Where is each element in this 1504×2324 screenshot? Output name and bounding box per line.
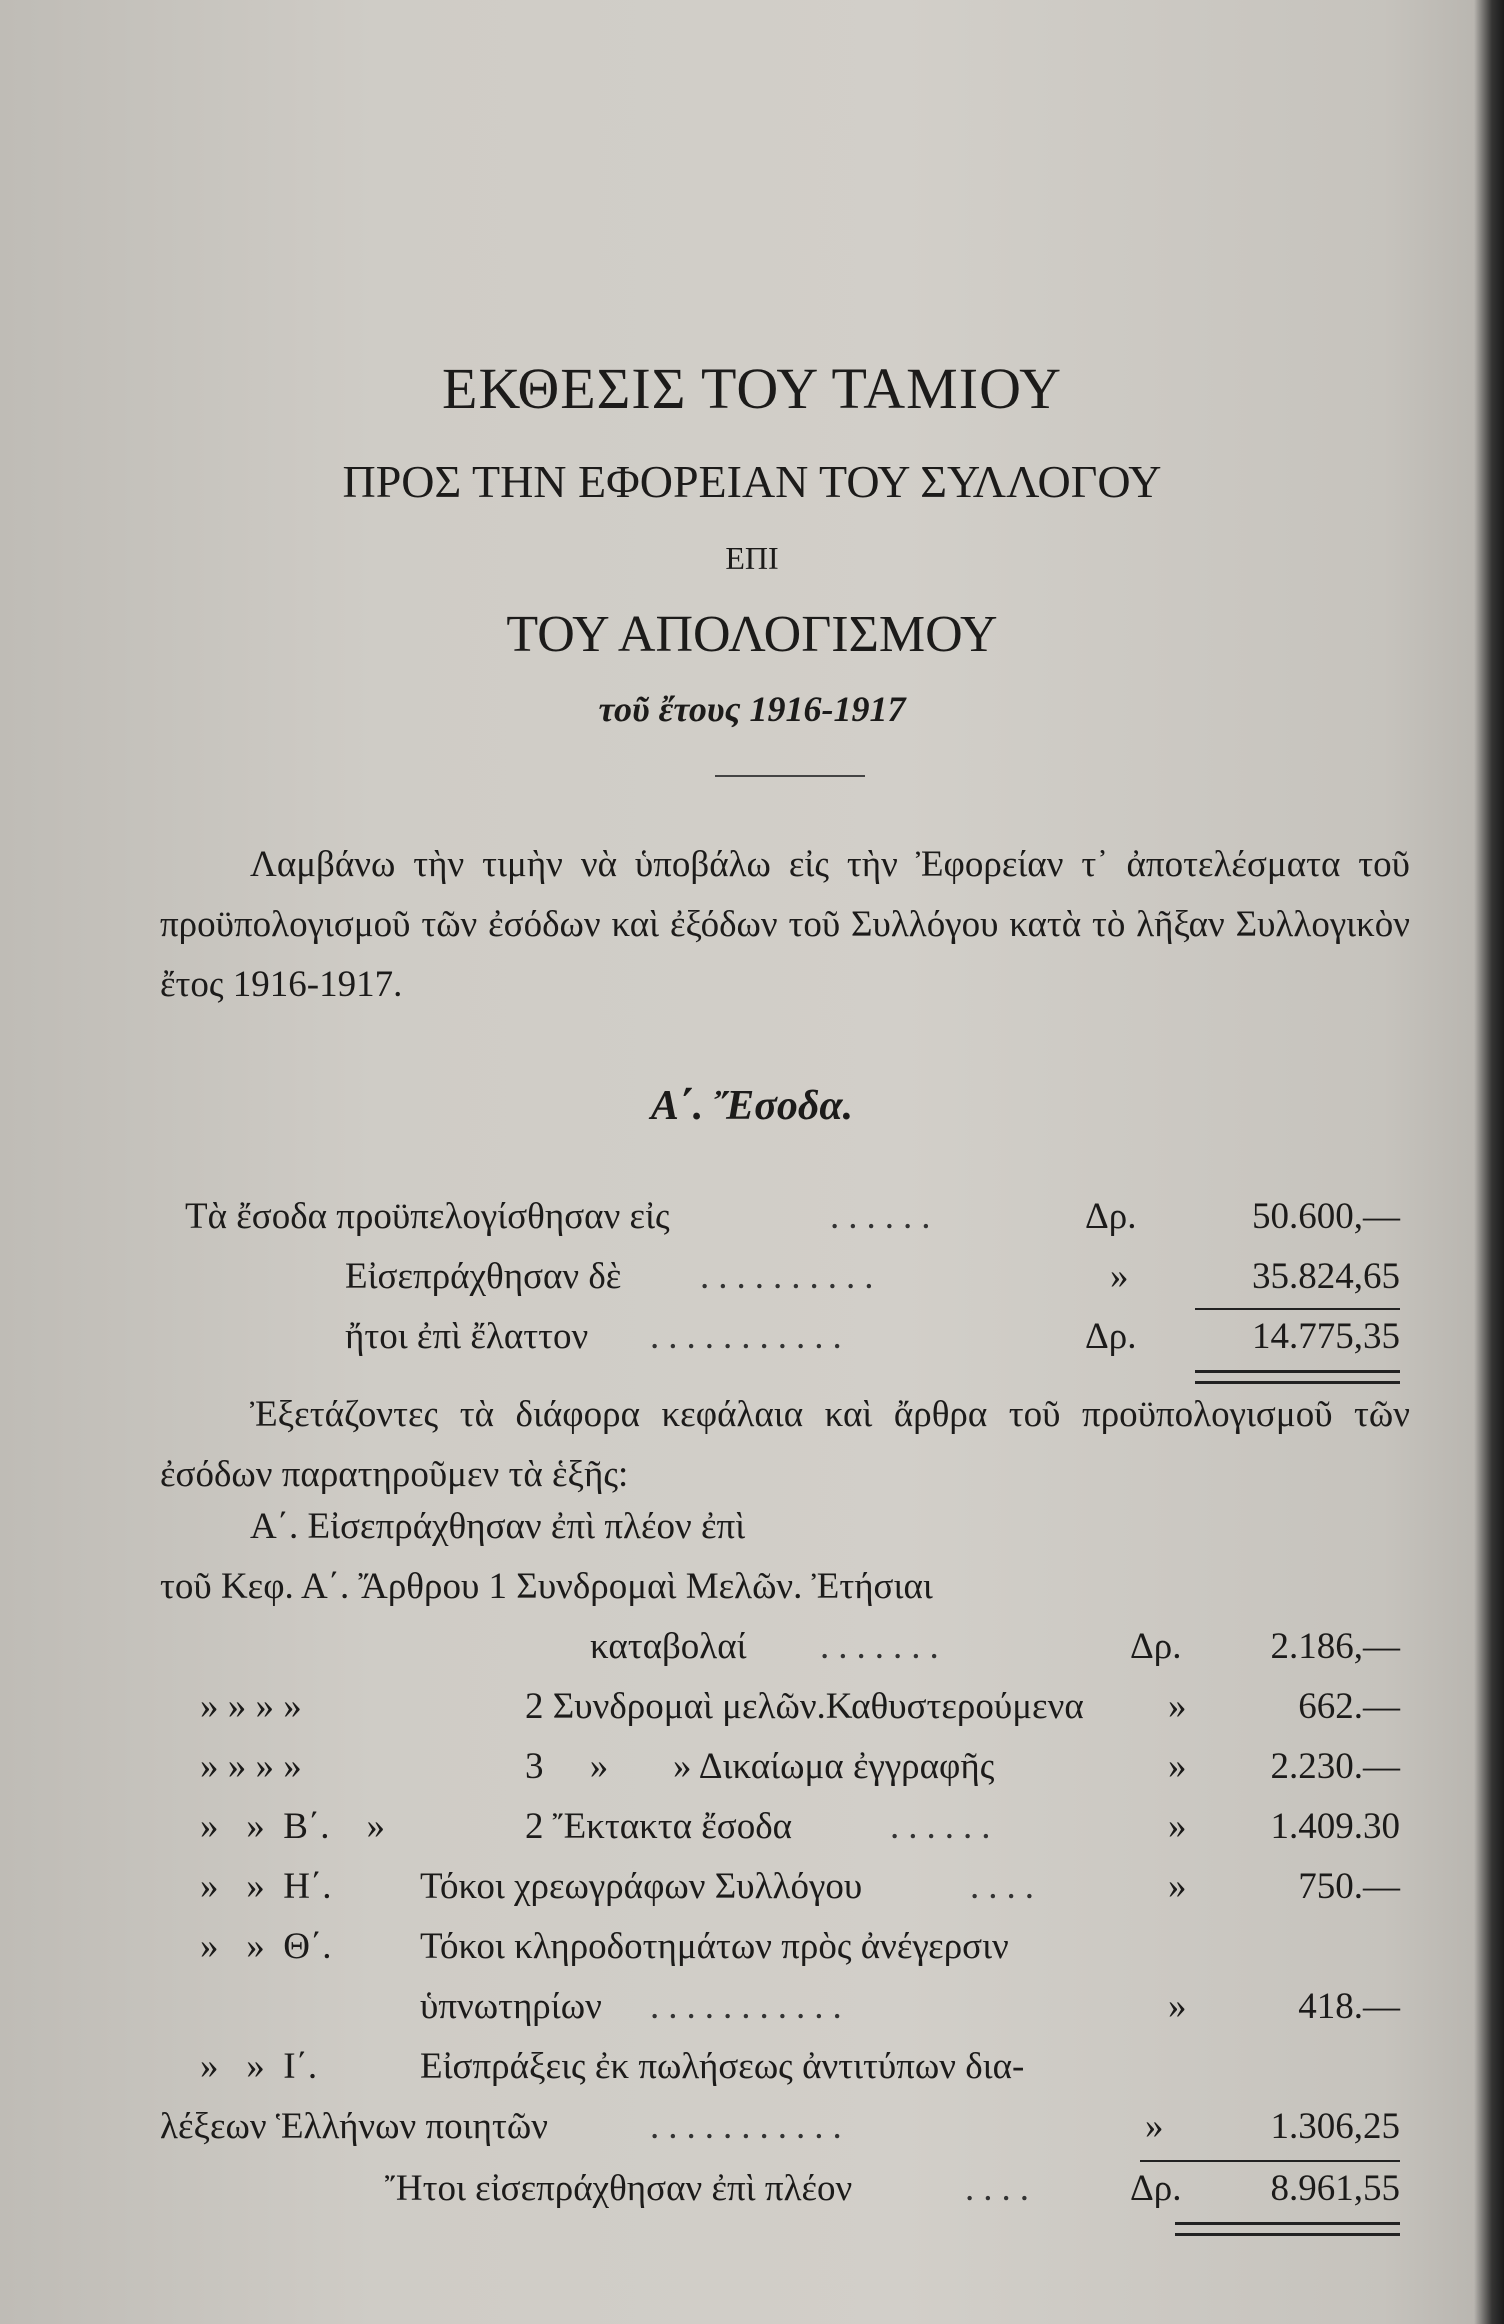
item-currency: » [1168,1986,1187,2027]
item-amount: 662.— [1298,1686,1400,1727]
ditto-marks: » » » » [200,1746,302,1787]
summary-row [0,1255,1504,1315]
item-currency: Δρ. [1130,1626,1182,1667]
item-row [0,1685,1504,1745]
total-label: Ἤτοι εἰσεπράχθησαν ἐπὶ πλέον [385,2168,853,2209]
item-text: ὑπνωτηρίων [420,1986,602,2027]
ditto-marks: » » Η΄. [200,1866,332,1907]
section-heading: Α΄. Ἔσοδα. [650,1083,854,1129]
leader-dots: ...... [830,1196,940,1237]
kef-line [160,1565,1400,1625]
item-amount: 750.— [1298,1866,1400,1907]
summary-currency: » [1110,1256,1129,1297]
item-amount: 2.186,— [1270,1626,1400,1667]
report-year: τοῦ ἔτους 1916-1917 [598,689,906,729]
summary-currency: Δρ. [1085,1316,1137,1357]
total-row [0,2167,1504,2227]
item-text: λέξεων Ἑλλήνων ποιητῶν [160,2106,548,2147]
item-amount: 1.409.30 [1270,1806,1400,1847]
intro-text: Λαμβάνω τὴν τιμὴν νὰ ὑποβάλω εἰς τὴν Ἐφορείαν τ᾽ ἀποτελέσματα τοῦ προϋπολογισμοῦ τῶν ἐσόδων καὶ ἐξόδων τοῦ Συλλόγου κατὰ τὸ λῆξαν Συλλογικὸν ἔτος 1916-1917. [160,844,1410,1005]
item-text: 3 » » Δικαίωμα ἐγγραφῆς [525,1746,995,1787]
item-amount: 418.— [1298,1986,1400,2027]
item-currency: » [1168,1806,1187,1847]
ditto-marks: » » » » [200,1686,302,1727]
summary-row [0,1195,1504,1255]
item-text: 2 Συνδρομαὶ μελῶν.Καθυστερούμενα [525,1686,1084,1727]
summary-amount: 35.824,65 [1252,1256,1400,1297]
item-currency: » [1145,2106,1164,2147]
item-row [0,1805,1504,1865]
total-currency: Δρ. [1130,2168,1182,2209]
item-row [0,1745,1504,1805]
more-intro-line [250,1505,1350,1565]
summary-amount: 50.600,— [1252,1196,1400,1237]
examination-paragraph [160,1385,1410,1505]
summary-row [0,1315,1504,1375]
report-title: ΕΚΘΕΣΙΣ ΤΟΥ ΤΑΜΙΟΥ [442,356,1062,421]
report-epi: ΕΠΙ [725,540,779,576]
more-intro-text: Α΄. Εἰσεπράχθησαν ἐπὶ πλέον ἐπὶ [250,1506,746,1547]
leader-dots: ........... [650,2106,851,2147]
item-text: καταβολαί [590,1626,747,1667]
leader-dots: ...... [890,1806,1000,1847]
ditto-marks: » » Θ΄. [200,1926,332,1967]
examination-text: Ἐξετάζοντες τὰ διάφορα κεφάλαια καὶ ἄρθρα τοῦ προϋπολογισμοῦ τῶν ἐσόδων παρατηροῦμεν τὰ ἑξῆς: [160,1394,1410,1495]
leader-dots: ........... [650,1986,851,2027]
summary-label: ἤτοι ἐπὶ ἔλαττον [345,1316,589,1357]
item-amount: 2.230.— [1270,1746,1400,1787]
item-row [0,2105,1504,2165]
summary-amount: 14.775,35 [1252,1316,1400,1357]
item-text: Εἰσπράξεις ἐκ πωλήσεως ἀντιτύπων δια- [420,2046,1025,2087]
item-row [0,2045,1504,2105]
leader-dots: .... [970,1866,1043,1907]
intro-paragraph [160,835,1410,1015]
item-currency: » [1168,1746,1187,1787]
item-text: Τόκοι κληροδοτημάτων πρὸς ἀνέγερσιν [420,1926,1009,1967]
item-text: 2 Ἔκτακτα ἔσοδα [525,1806,793,1847]
summary-label: Τὰ ἔσοδα προϋπελογίσθησαν εἰς [185,1196,670,1237]
item-amount: 1.306,25 [1270,2106,1400,2147]
item-currency: » [1168,1686,1187,1727]
leader-dots: .......... [700,1256,883,1297]
total-amount: 8.961,55 [1270,2168,1400,2209]
item-row [0,1865,1504,1925]
report-apologismos: ΤΟΥ ΑΠΟΛΟΓΙΣΜΟΥ [506,606,998,663]
item-row [0,1985,1504,2045]
summary-label: Εἰσεπράχθησαν δὲ [345,1256,622,1297]
item-row [0,1625,1504,1685]
item-text: Τόκοι χρεωγράφων Συλλόγου [420,1866,863,1907]
leader-dots: .... [965,2168,1038,2209]
title-divider [715,775,865,777]
item-row [0,1925,1504,1985]
item-currency: » [1168,1866,1187,1907]
sum-rule [1195,1308,1400,1310]
report-subtitle: ΠΡΟΣ ΤΗΝ ΕΦΟΡΕΙΑΝ ΤΟΥ ΣΥΛΛΟΓΟΥ [342,456,1162,507]
ditto-marks: » » Ι΄. [200,2046,318,2087]
leader-dots: ....... [820,1626,948,1667]
leader-dots: ........... [650,1316,851,1357]
total-double-rule [1175,2222,1400,2236]
summary-currency: Δρ. [1085,1196,1137,1237]
kef-line-text: τοῦ Κεφ. Α΄. Ἄρθρου 1 Συνδρομαὶ Μελῶν. Ἐτήσιαι [160,1566,933,1607]
ditto-marks: » » Β΄. » [200,1806,385,1847]
double-rule [1195,1370,1400,1384]
total-rule [1140,2160,1400,2162]
